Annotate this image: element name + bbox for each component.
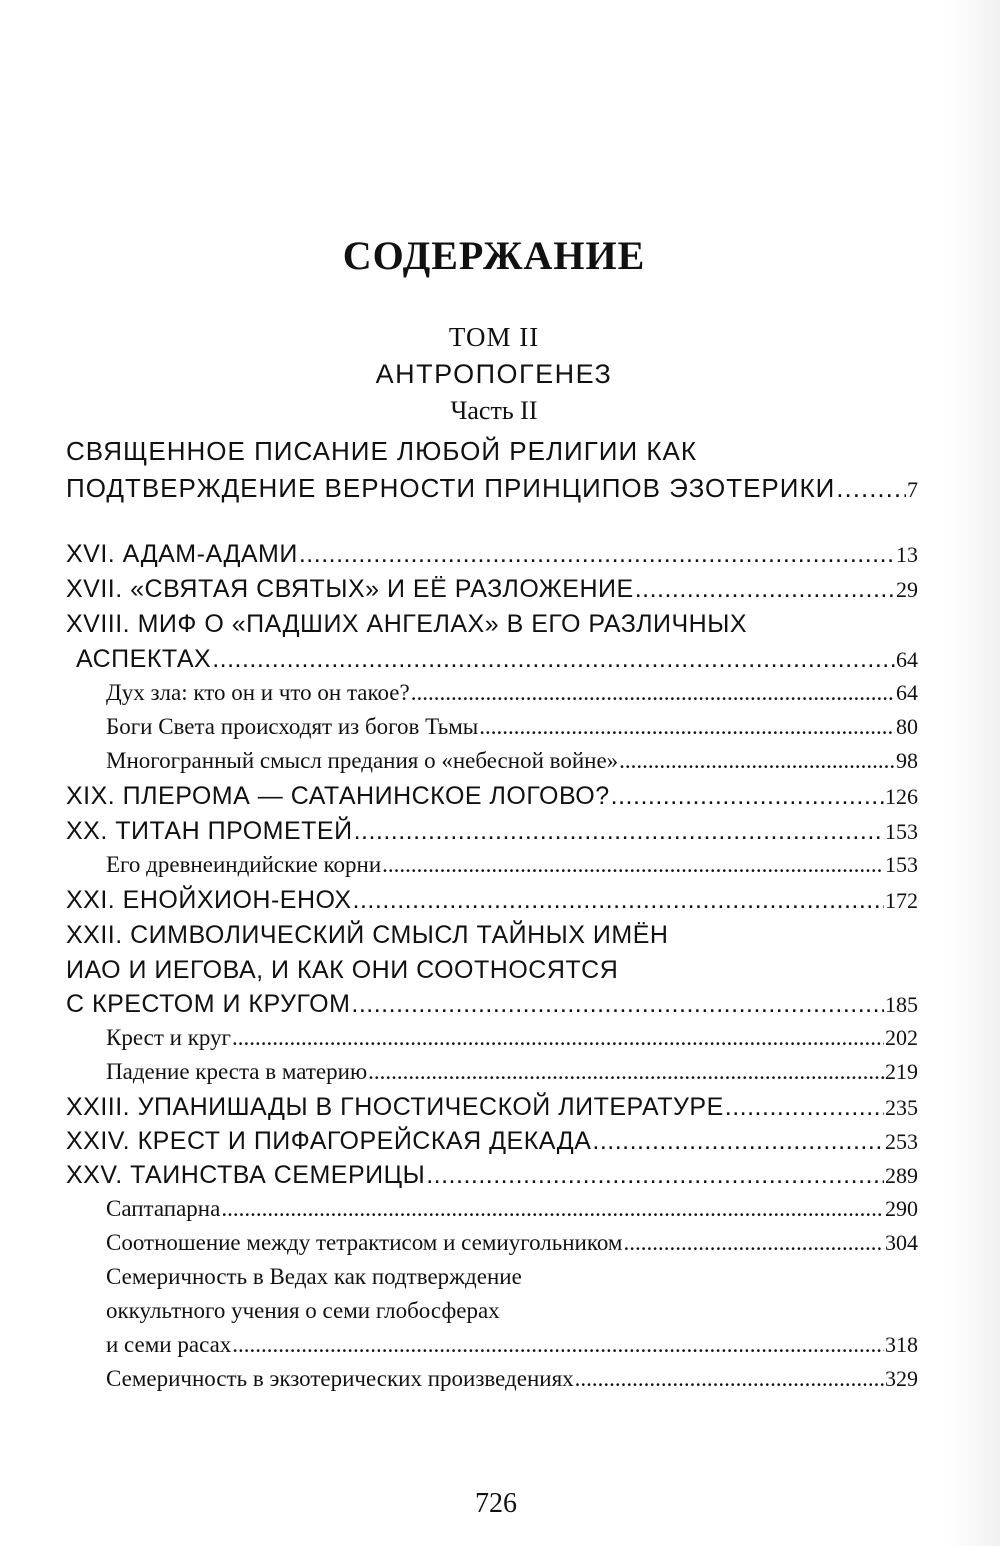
- page-ref: 80: [896, 714, 918, 739]
- leader-dots: [575, 1366, 884, 1392]
- leader-dots: [232, 1332, 884, 1358]
- page-ref: 235: [885, 1095, 918, 1120]
- part-number-heading: Часть II: [450, 396, 538, 425]
- intro-line-2[interactable]: ПОДТВЕРЖДЕНИЕ ВЕРНОСТИ ПРИНЦИПОВ ЭЗОТЕРИКИ ..... 7: [66, 473, 918, 507]
- leader-dots: [351, 990, 884, 1019]
- leader-dots: [368, 1059, 884, 1085]
- page-ref: 98: [896, 748, 918, 773]
- toc-subentry[interactable]: Многогранный смысл предания о «небесной войне» ..... 98: [106, 748, 918, 782]
- toc-entry-xvi[interactable]: XVI. АДАМ-АДАМИ ..... 13: [66, 540, 918, 574]
- page-ref: 329: [885, 1366, 918, 1391]
- toc-entry-xxii-cont[interactable]: ИАО И ИЕГОВА, И КАК ОНИ СООТНОСЯТСЯ: [66, 956, 619, 984]
- toc-subentry[interactable]: Семеричность в экзотерических произведениях ..... 329: [106, 1366, 918, 1400]
- toc-entry-xviii-cont[interactable]: АСПЕКТАХ ..... 64: [76, 645, 918, 679]
- toc-subentry[interactable]: Саптапарна ..... 290: [106, 1196, 918, 1230]
- volume-heading: ТОМ II: [448, 322, 540, 352]
- page-ref: 126: [885, 784, 918, 809]
- toc-subentry[interactable]: Его древнеиндийские корни ..... 153: [106, 852, 918, 886]
- page-ref: 153: [885, 819, 918, 844]
- page-ref: 185: [885, 992, 918, 1017]
- toc-subentry[interactable]: Семеричность в Ведах как подтверждение: [106, 1264, 522, 1289]
- page-ref: 318: [885, 1332, 918, 1357]
- toc-entry-xviii[interactable]: XVIII. МИФ О «ПАДШИХ АНГЕЛАХ» В ЕГО РАЗЛИЧНЫХ: [66, 610, 748, 638]
- leader-dots: [619, 748, 895, 774]
- leader-dots: [836, 473, 906, 504]
- toc-entry-xvii[interactable]: XVII. «СВЯТАЯ СВЯТЫХ» И ЕЁ РАЗЛОЖЕНИЕ ..... 29: [66, 575, 918, 609]
- page-number: 726: [475, 1488, 517, 1519]
- page-ref: 219: [885, 1059, 918, 1084]
- leader-dots: [426, 1161, 884, 1190]
- toc-subentry-cont[interactable]: оккультного учения о семи глобосферах: [106, 1298, 500, 1323]
- page-ref: 290: [885, 1196, 918, 1221]
- page-ref: 289: [885, 1163, 918, 1188]
- leader-dots: [354, 817, 884, 846]
- toc-entry-xxv[interactable]: XXV. ТАИНСТВА СЕМЕРИЦЫ ..... 289: [66, 1161, 918, 1195]
- leader-dots: [411, 680, 895, 706]
- toc-subentry[interactable]: Соотношение между тетрактисом и семиугольником ..... 304: [106, 1230, 918, 1264]
- toc-subentry-cont[interactable]: и семи расах ..... 318: [106, 1332, 918, 1366]
- toc-entry-xix[interactable]: XIX. ПЛЕРОМА — САТАНИНСКОЕ ЛОГОВО? ..... 126: [66, 782, 918, 816]
- page-title: СОДЕРЖАНИЕ: [342, 233, 646, 278]
- toc-entry-xxiv[interactable]: XXIV. КРЕСТ И ПИФАГОРЕЙСКАЯ ДЕКАДА ..... 253: [66, 1127, 918, 1161]
- page-ref: 7: [907, 477, 918, 502]
- part-name-heading: АНТРОПОГЕНЕЗ: [375, 359, 613, 389]
- page-ref: 304: [885, 1230, 918, 1255]
- toc-entry-xxiii[interactable]: XXIII. УПАНИШАДЫ В ГНОСТИЧЕСКОЙ ЛИТЕРАТУРЕ ..... 235: [66, 1093, 918, 1127]
- intro-line-1: СВЯЩЕННОЕ ПИСАНИЕ ЛЮБОЙ РЕЛИГИИ КАК: [66, 436, 698, 466]
- toc-entry-xxi[interactable]: XXI. ЕНОЙХИОН-ЕНОХ ..... 172: [66, 886, 918, 920]
- leader-dots: [382, 852, 884, 878]
- page-ref: 64: [896, 647, 918, 672]
- leader-dots: [635, 575, 895, 604]
- page-ref: 29: [896, 577, 918, 602]
- page-ref: 153: [885, 852, 918, 877]
- toc-subentry[interactable]: Крест и круг ..... 202: [106, 1025, 918, 1059]
- leader-dots: [299, 540, 895, 569]
- toc-entry-xxii-cont[interactable]: С КРЕСТОМ И КРУГОМ ..... 185: [66, 990, 918, 1024]
- toc-entry-xxii[interactable]: XXII. СИМВОЛИЧЕСКИЙ СМЫСЛ ТАЙНЫХ ИМЁН: [66, 921, 669, 949]
- leader-dots: [221, 1196, 884, 1222]
- leader-dots: [353, 886, 884, 915]
- leader-dots: [592, 1127, 884, 1156]
- leader-dots: [479, 714, 895, 740]
- leader-dots: [611, 782, 884, 811]
- page-ref: 64: [896, 680, 918, 705]
- page-ref: 13: [896, 542, 918, 567]
- leader-dots: [212, 645, 895, 674]
- leader-dots: [232, 1025, 884, 1051]
- toc-subentry[interactable]: Дух зла: кто он и что он такое? ..... 64: [106, 680, 918, 714]
- toc-entry-xx[interactable]: XX. ТИТАН ПРОМЕТЕЙ ..... 153: [66, 817, 918, 851]
- toc-subentry[interactable]: Боги Света происходят из богов Тьмы ..... 80: [106, 714, 918, 748]
- page-ref: 172: [885, 888, 918, 913]
- toc-subentry[interactable]: Падение креста в материю ..... 219: [106, 1059, 918, 1093]
- page-ref: 202: [885, 1025, 918, 1050]
- leader-dots: [624, 1230, 885, 1256]
- page-ref: 253: [885, 1129, 918, 1154]
- leader-dots: [725, 1093, 884, 1122]
